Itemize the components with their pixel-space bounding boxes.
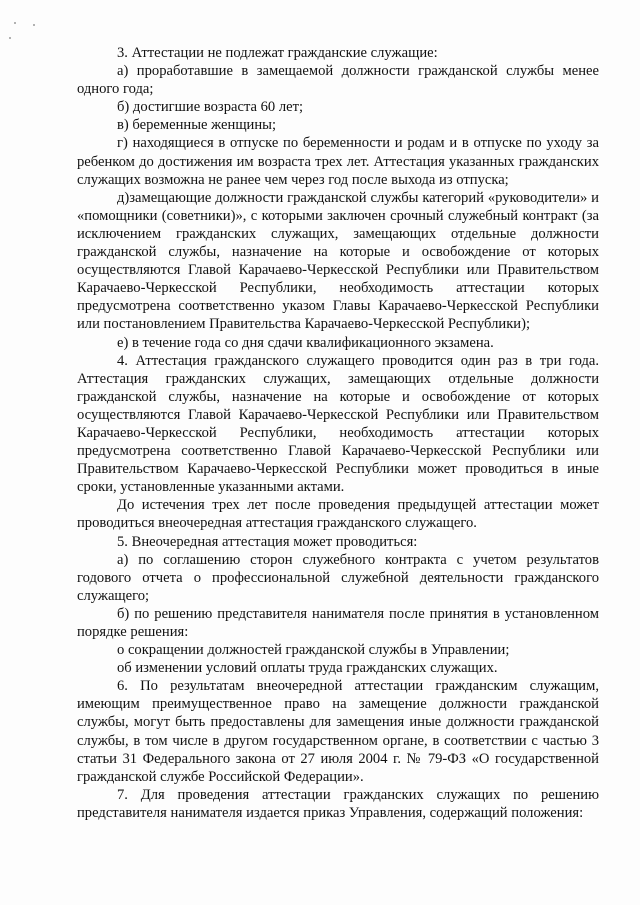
paragraph: б) по решению представителя нанимателя после принятия в установленном порядке решения: <box>77 605 599 640</box>
paragraph: а) по соглашению сторон служебного контракта с учетом результатов годового отчета о профессиональной служебной деятельности гражданского служащего; <box>77 551 599 604</box>
paragraph: о сокращении должностей гражданской службы в Управлении; <box>117 642 510 659</box>
scan-speck <box>9 37 11 39</box>
paragraph: 5. Внеочередная аттестация может проводиться: <box>117 533 418 550</box>
paragraph: а) проработавшие в замещаемой должности гражданской службы менее одного года; <box>77 63 599 98</box>
paragraph: б) достигшие возраста 60 лет; <box>117 99 304 116</box>
scan-speck <box>14 22 16 24</box>
paragraph: об изменении условий оплаты труда гражданских служащих. <box>117 660 498 677</box>
paragraph: 3. Аттестации не подлежат гражданские служащие: <box>117 45 438 61</box>
paragraph: г) находящиеся в отпуске по беременности и родам и в отпуске по уходу за ребенком до достижения им возраста трех лет. Аттестация указанных гражданских служащих возможна не ранее чем через год после выхода из отпуска; <box>77 135 599 188</box>
paragraph: 7. Для проведения аттестации гражданских служащих по решению представителя нанимателя издается приказ Управления, содержащий положения: <box>77 786 599 821</box>
paragraph: 6. По результатам внеочередной аттестации гражданским служащим, имеющим преимущественное право на замещение должности гражданской службы, могут быть предоставлены для замещения иные должности гражданской службы, в том числе в другом государственном органе, в соответствии с частью 3 статьи 31 Федерального закона от 27 июля 2004 г. № 79-ФЗ «О государственной гражданской службе Российской Федерации». <box>77 678 599 785</box>
paragraph: До истечения трех лет после проведения предыдущей аттестации может проводиться внеочередная аттестация гражданского служащего. <box>77 497 599 532</box>
paragraph: д)замещающие должности гражданской службы категорий «руководители» и «помощники (советники)», с которыми заключен срочный служебный контракт (за исключением гражданских служащих, замещающих отдельные должности гражданской службы, назначение на которые и освобождение от которых осуществляются Главой Карачаево-Черкесской Республики или Правительством Карачаево-Черкесской Республики, необходимость аттестации которых предусмотрена соответственно указом Главы Карачаево-Черкесской Республики или постановлением Правительства Карачаево-Черкесской Республики); <box>77 189 599 333</box>
paragraph: 4. Аттестация гражданского служащего проводится один раз в три года. Аттестация гражданских служащих, замещающих отдельные должности гражданской службы, назначение на которые и освобождение от которых осуществляются Главой Карачаево-Черкесской Республики или Правительством Карачаево-Черкесской Республики, необходимость аттестации которых предусмотрена соответственно Главой Карачаево-Черкесской Республики или Правительством Карачаево-Черкесской Республики может проводиться в иные сроки, установленные указанными актами. <box>77 352 599 496</box>
paragraph: е) в течение года со дня сдачи квалификационного экзамена. <box>117 334 494 351</box>
paragraph: в) беременные женщины; <box>117 117 277 134</box>
scan-speck <box>33 24 35 26</box>
document-body <box>77 44 599 822</box>
